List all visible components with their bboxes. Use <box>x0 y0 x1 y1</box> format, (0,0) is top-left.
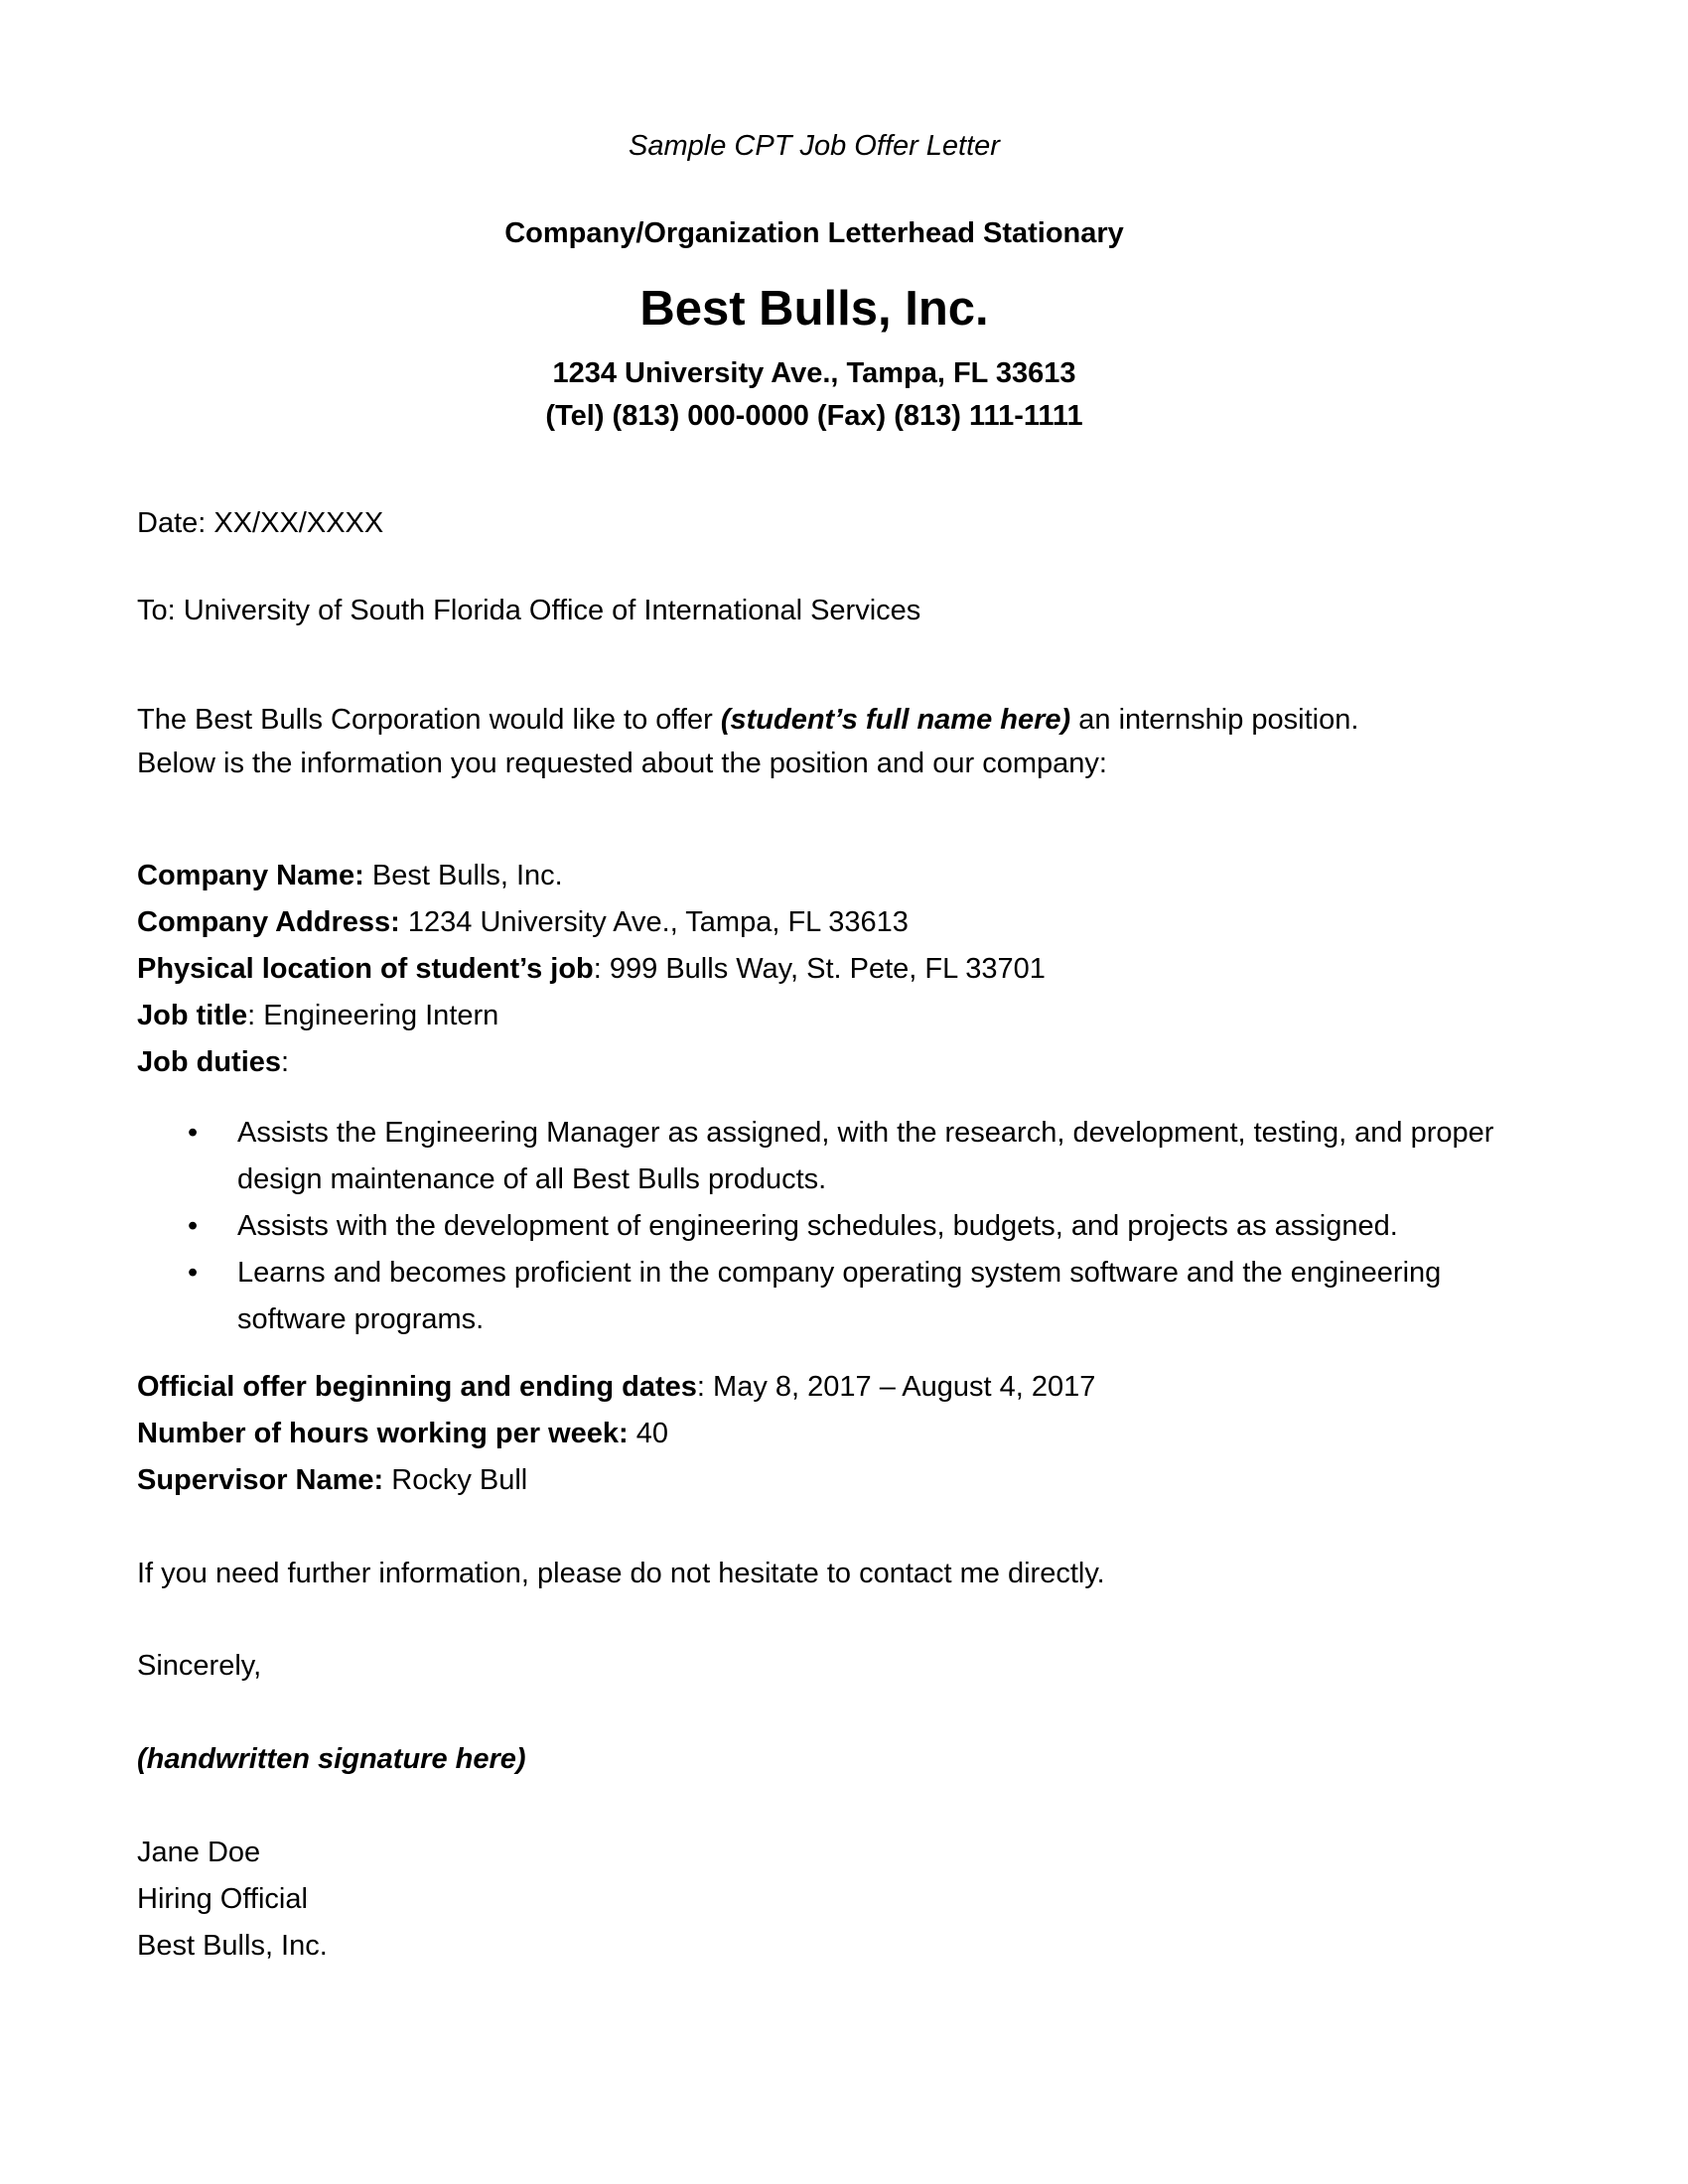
hours-value: 40 <box>628 1418 669 1449</box>
list-item <box>137 1203 1527 1250</box>
supervisor-value: Rocky Bull <box>383 1464 528 1496</box>
company-name-label: Company Name: <box>137 860 364 891</box>
job-duties-row <box>137 1039 1527 1086</box>
intro-paragraph <box>137 698 1527 785</box>
company-address-row <box>137 899 1527 946</box>
intro-text-end: an internship position. <box>1070 704 1359 736</box>
job-duties-label: Job duties <box>137 1046 282 1078</box>
intro-line-1 <box>137 698 1527 742</box>
bullet-icon: • <box>188 1210 199 1242</box>
job-title-value: : Engineering Intern <box>247 1000 499 1031</box>
physical-location-label: Physical location of student’s job <box>137 953 594 985</box>
company-title: Best Bulls, Inc. <box>639 282 989 336</box>
signature-placeholder: (handwritten signature here) <box>137 1743 526 1775</box>
signer-title: Hiring Official <box>137 1883 308 1915</box>
letterhead-caption: Company/Organization Letterhead Stationary <box>504 217 1124 249</box>
closing-line: Sincerely, <box>137 1650 262 1682</box>
physical-location-row <box>137 946 1527 993</box>
contact-line: If you need further information, please do not hesitate to contact me directly. <box>137 1558 1105 1589</box>
job-duties-list <box>137 1110 1527 1343</box>
student-name-placeholder: (student’s full name here) <box>720 704 1071 736</box>
bullet-icon: • <box>188 1257 199 1289</box>
supervisor-label: Supervisor Name: <box>137 1464 384 1496</box>
job-title-row <box>137 993 1527 1039</box>
intro-line-2: Below is the information you requested about the position and our company: <box>137 748 1107 779</box>
offer-dates-row <box>137 1364 1527 1411</box>
offer-dates-label: Official offer beginning and ending dates <box>137 1371 697 1403</box>
company-address: 1234 University Ave., Tampa, FL 33613 <box>552 357 1076 389</box>
duty-text: Learns and becomes proficient in the company operating system software and the engineering software programs. <box>237 1257 1442 1335</box>
signer-block <box>137 1830 1527 1970</box>
job-title-label: Job title <box>137 1000 248 1031</box>
job-details <box>137 853 1527 1086</box>
hours-label: Number of hours working per week: <box>137 1418 629 1449</box>
company-address-label: Company Address: <box>137 906 400 938</box>
signer-name: Jane Doe <box>137 1837 261 1868</box>
document-label: Sample CPT Job Offer Letter <box>629 130 1000 162</box>
company-address-value: 1234 University Ave., Tampa, FL 33613 <box>399 906 909 938</box>
recipient-line: To: University of South Florida Office of International Services <box>137 595 921 626</box>
list-item <box>137 1110 1527 1203</box>
duty-text: Assists the Engineering Manager as assigned, with the research, development, testing, and proper design maintenance of all Best Bulls products. <box>237 1117 1494 1195</box>
date-line: Date: XX/XX/XXXX <box>137 507 384 539</box>
supervisor-row <box>137 1457 1527 1504</box>
duty-text: Assists with the development of engineering schedules, budgets, and projects as assigned. <box>237 1210 1398 1242</box>
company-name-row <box>137 853 1527 899</box>
list-item <box>137 1250 1527 1343</box>
hours-row <box>137 1411 1527 1457</box>
physical-location-value: : 999 Bulls Way, St. Pete, FL 33701 <box>593 953 1046 985</box>
company-phone-fax: (Tel) (813) 000-0000 (Fax) (813) 111-1111 <box>545 400 1083 432</box>
bullet-icon: • <box>188 1117 199 1149</box>
job-duties-colon: : <box>281 1046 290 1078</box>
company-name-value: Best Bulls, Inc. <box>363 860 563 891</box>
signer-company: Best Bulls, Inc. <box>137 1930 328 1962</box>
offer-terms <box>137 1364 1527 1504</box>
offer-dates-value: : May 8, 2017 – August 4, 2017 <box>696 1371 1096 1403</box>
intro-text-start: The Best Bulls Corporation would like to offer <box>137 704 721 736</box>
